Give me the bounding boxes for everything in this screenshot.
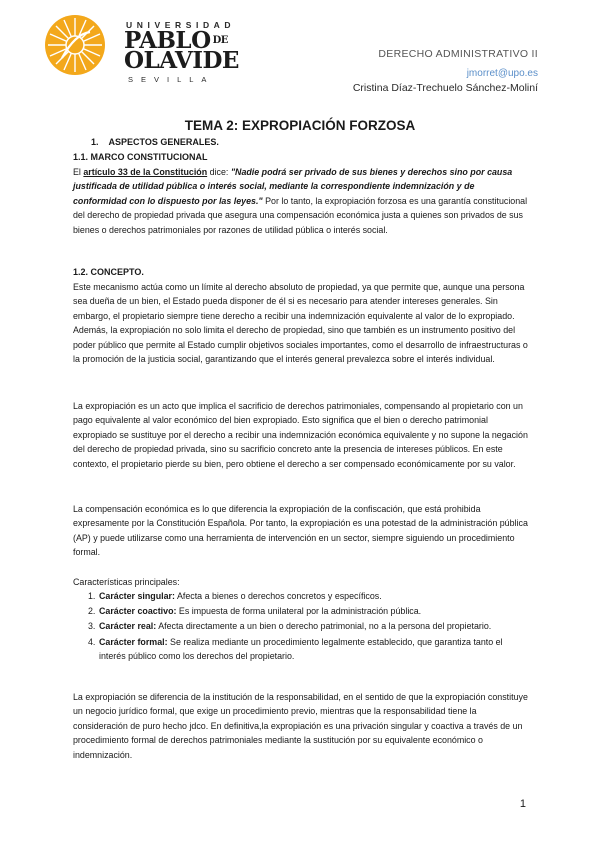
section-number: 1.: [91, 137, 99, 147]
course-name: DERECHO ADMINISTRATIVO II: [378, 48, 538, 60]
list-item: 3. Carácter real: Afecta directamente a un bien o derecho patrimonial, no a la persona del propietario.: [88, 621, 492, 632]
constitution-quote: "Nadie podrá ser privado de sus bienes y derechos sino por causa justificada de utilidad pública o interés social, mediante la correspondiente indemnización y de conformidad con lo dispuesto por las leyes.": [73, 167, 513, 206]
paragraph-concept-2: La expropiación es un acto que implica el sacrificio de derechos patrimoniales, compensando al propietario con un pago equivalente al valor económico del bien expropiado. Esto significa que el bien o derecho patrimonial expropiado se sustituye por el derecho a recibir una indemnización económica equivalente y no supone la negación del derecho de propiedad privada, sino su sacrificio concreto ante la presencia de intereses públicos. En este contexto, el propietario pierde su bien, pero obtiene el derecho a ser compensado económicamente por su valor.: [73, 401, 528, 469]
sun-wheel-icon: [44, 14, 106, 76]
page-number: 1: [519, 798, 526, 810]
list-item: 4. Carácter formal: Se realiza mediante un procedimiento legalmente establecido, que garantiza tanto el interés público como los derechos del propietario.: [88, 636, 503, 661]
document-title: TEMA 2: EXPROPIACIÓN FORZOSA: [184, 118, 416, 133]
paragraph-concept-4: La expropiación se diferencia de la institución de la responsabilidad, en el sentido de que la expropiación constituye un negocio jurídico formal, que exige un procedimiento previo, mientras que la responsabilidad tiene la consideración de puro hecho jdco. En definitiva,la expropiación es una privación singular y coactiva a través de un procedimiento formal de derechos patrimoniales mediante la sustitución por su equivalente económico o indemnización.: [73, 692, 528, 760]
section-title: ASPECTOS GENERALES.: [108, 137, 219, 147]
list-item: 1. Carácter singular: Afecta a bienes o derechos concretos y específicos.: [88, 591, 382, 601]
section-heading: [91, 137, 219, 147]
logo-line-olavide: OLAVIDE: [124, 47, 239, 74]
paragraph-constitutional: El artículo 33 de la Constitución dice: "Nadie podrá ser privado de sus bienes y derechos sino por causa justificada de utilidad pública o interés social, mediante la correspondiente indemnización y de conformidad con lo dispuesto por las leyes." Por lo tanto, la expropiación forzosa es una garantía constitucional del derecho de propiedad privada que asegura una compensación económica justa a quienes son privados de sus bienes o derechos patrimoniales por razones de utilidad pública o interés social.: [73, 167, 528, 235]
list-item: 2. Carácter coactivo: Es impuesta de forma unilateral por la administración pública.: [88, 606, 422, 617]
logo-line-universidad: UNIVERSIDAD: [126, 20, 236, 30]
university-logo: [44, 14, 239, 84]
subsection-heading-1-1: 1.1. MARCO CONSTITUCIONAL: [73, 152, 208, 162]
article-33-link[interactable]: artículo 33 de la Constitución: [83, 167, 208, 177]
list-intro: Características principales:: [73, 577, 180, 587]
author-name: Cristina Díaz-Trechuelo Sánchez-Moliní: [352, 82, 538, 94]
subsection-heading-1-2: 1.2. CONCEPTO.: [73, 267, 144, 277]
logo-line-pablo: PABLO $^{DE}$: [124, 27, 228, 54]
logo-line-sevilla: SEVILLA: [128, 75, 215, 84]
author-email-link[interactable]: jmorret@upo.es: [466, 68, 538, 79]
paragraph-concept-1: Este mecanismo actúa como un límite al derecho absoluto de propiedad, ya que permite que, aunque una persona sea dueña de un bien, el Estado pueda disponer de él si es necesario para atender intereses generales. Sin embargo, el propietario siempre tiene derecho a recibir una indemnización equivalente al valor de lo expropiado. Además, la expropiación no solo limita el derecho de propiedad, sino que también es un instrumento positivo del poder público que permite al Estado cumplir objetivos sociales importantes, como el desarrollo de infraestructuras o la promoción de la justicia social, garantizando que el interés general prevalezca sobre el interés individual.: [73, 282, 528, 365]
paragraph-concept-3: La compensación económica es lo que diferencia la expropiación de la confiscación, que está prohibida expresamente por la Constitución Española. Por tanto, la expropiación es una potestad de la administración pública (AP) y puede utilizarse como una herramienta de intervención en un sector, siempre siguiendo un procedimiento formal.: [73, 504, 528, 558]
characteristics-list: [73, 589, 529, 663]
